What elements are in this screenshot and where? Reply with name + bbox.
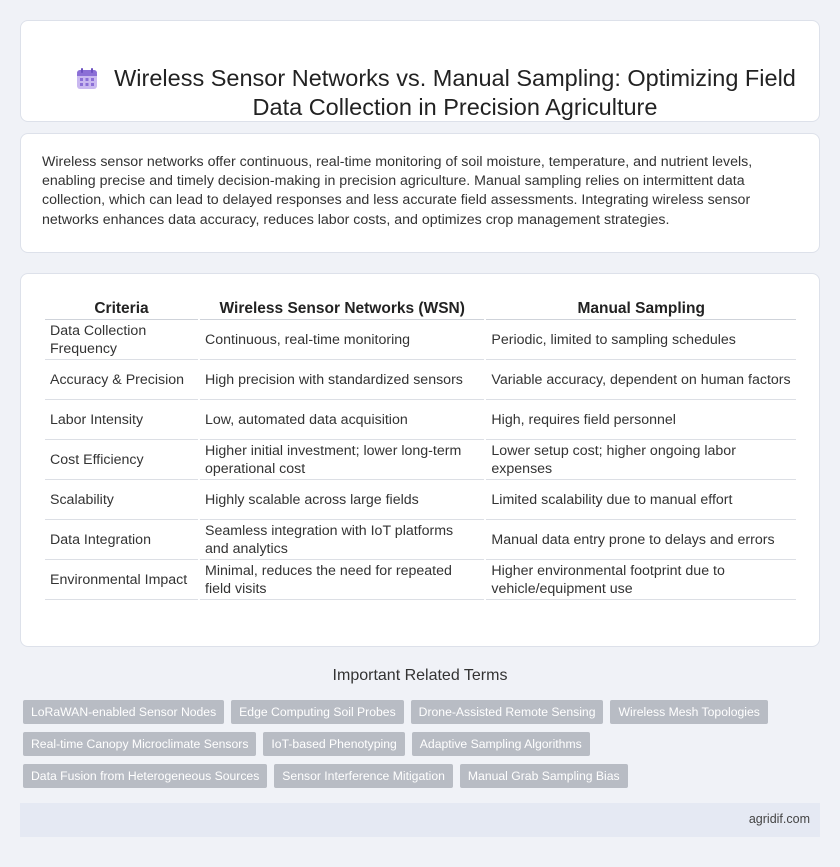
calendar-icon [75, 67, 99, 91]
table-cell-wsn: Seamless integration with IoT platforms and analytics [200, 520, 484, 560]
related-term-tag[interactable]: IoT-based Phenotyping [263, 732, 404, 756]
page-title [111, 64, 799, 122]
table-cell-manual: Manual data entry prone to delays and errors [486, 520, 796, 560]
table-cell-wsn: Highly scalable across large fields [200, 480, 484, 520]
column-header-wsn: Wireless Sensor Networks (WSN) [200, 296, 484, 320]
related-term-tag[interactable]: Data Fusion from Heterogeneous Sources [23, 764, 267, 788]
page-title-line-1: Wireless Sensor Networks vs. Manual Sampling: Optimizing Field [114, 65, 796, 91]
related-term-tag[interactable]: Sensor Interference Mitigation [274, 764, 453, 788]
table-cell-manual: Lower setup cost; higher ongoing labor expenses [486, 440, 796, 480]
table-row [45, 400, 796, 440]
table-row [45, 440, 796, 480]
comparison-table-card [20, 273, 820, 647]
table-cell-criteria: Accuracy & Precision [45, 360, 198, 400]
related-term-tag[interactable]: Adaptive Sampling Algorithms [412, 732, 590, 756]
footer [20, 803, 820, 837]
related-term-tag[interactable]: LoRaWAN-enabled Sensor Nodes [23, 700, 224, 724]
table-cell-criteria: Data Collection Frequency [45, 320, 198, 360]
table-cell-manual: Variable accuracy, dependent on human factors [486, 360, 796, 400]
table-row [45, 480, 796, 520]
related-term-tag[interactable]: Manual Grab Sampling Bias [460, 764, 628, 788]
table-cell-criteria: Scalability [45, 480, 198, 520]
table-cell-criteria: Cost Efficiency [45, 440, 198, 480]
table-cell-manual: Periodic, limited to sampling schedules [486, 320, 796, 360]
table-cell-wsn: Continuous, real-time monitoring [200, 320, 484, 360]
table-row [45, 320, 796, 360]
title-card [20, 20, 820, 122]
related-terms-list [23, 700, 783, 788]
table-header-row [45, 296, 796, 320]
comparison-table [43, 296, 798, 600]
table-cell-wsn: Minimal, reduces the need for repeated field visits [200, 560, 484, 600]
table-cell-criteria: Labor Intensity [45, 400, 198, 440]
related-term-tag[interactable]: Wireless Mesh Topologies [610, 700, 767, 724]
footer-site-link[interactable]: agridif.com [748, 812, 810, 826]
table-cell-manual: Higher environmental footprint due to vehicle/equipment use [486, 560, 796, 600]
related-term-tag[interactable]: Real-time Canopy Microclimate Sensors [23, 732, 256, 756]
page-title-line-2: Data Collection in Precision Agriculture [252, 94, 658, 120]
table-cell-manual: Limited scalability due to manual effort [486, 480, 796, 520]
table-cell-wsn: Higher initial investment; lower long-term operational cost [200, 440, 484, 480]
related-term-tag[interactable]: Drone-Assisted Remote Sensing [411, 700, 604, 724]
related-terms-heading: Important Related Terms [332, 667, 508, 684]
related-term-tag[interactable]: Edge Computing Soil Probes [231, 700, 404, 724]
column-header-manual: Manual Sampling [486, 296, 796, 320]
table-row [45, 520, 796, 560]
table-cell-criteria: Data Integration [45, 520, 198, 560]
table-cell-criteria: Environmental Impact [45, 560, 198, 600]
table-row [45, 560, 796, 600]
table-cell-wsn: Low, automated data acquisition [200, 400, 484, 440]
table-row [45, 360, 796, 400]
intro-card [20, 133, 820, 253]
intro-paragraph: Wireless sensor networks offer continuous, real-time monitoring of soil moisture, temperature, and nutrient levels, enabling precise and timely decision-making in precision agriculture. Manual sampling relies on intermittent data collection, which can lead to delayed responses and less accurate field assessments. Integrating wireless sensor networks enhances data accuracy, reduces labor costs, and optimizes crop management strategies. [42, 154, 753, 228]
column-header-criteria: Criteria [45, 296, 198, 320]
table-cell-manual: High, requires field personnel [486, 400, 796, 440]
table-cell-wsn: High precision with standardized sensors [200, 360, 484, 400]
